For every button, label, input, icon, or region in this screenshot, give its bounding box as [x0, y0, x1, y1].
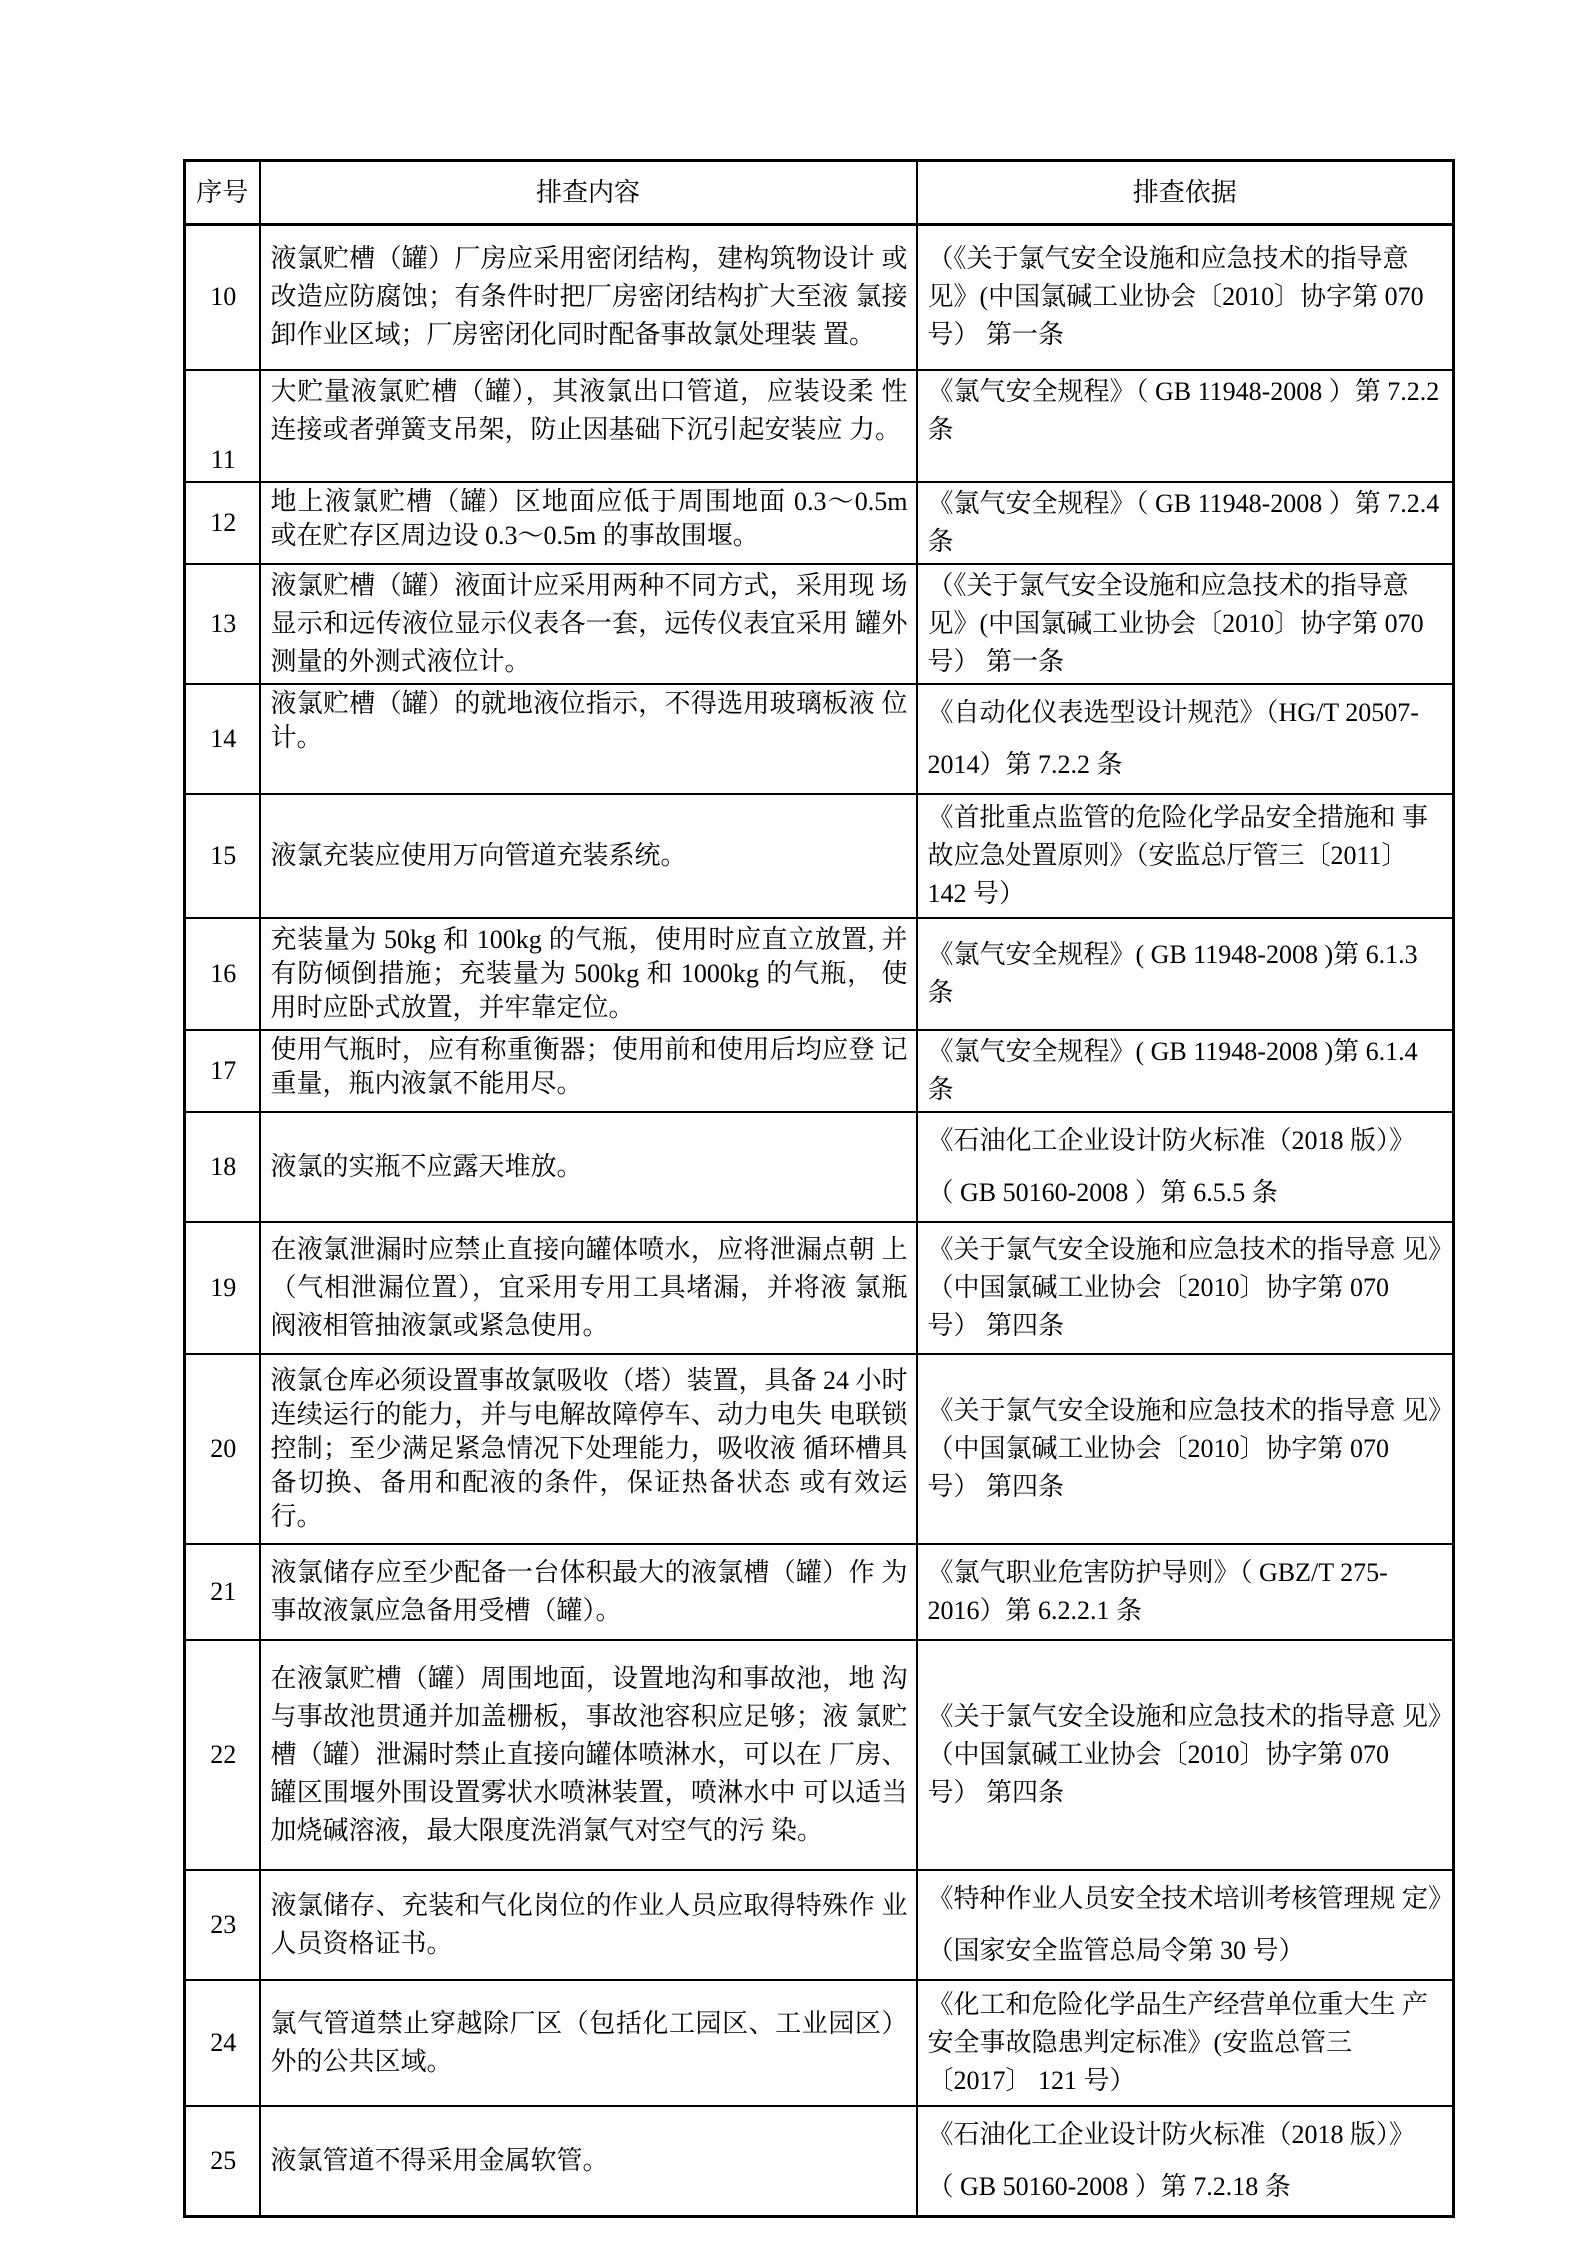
- basis-cell: 《氯气安全规程》（ GB 11948-2008 ）第 7.2.4 条: [917, 482, 1454, 564]
- basis-cell: 《特种作业人员安全技术培训考核管理规 定》（国家安全监管总局令第 30 号）: [917, 1870, 1454, 1980]
- table-row: [185, 1030, 1454, 1112]
- row-number: 13: [185, 564, 260, 684]
- table-row: [185, 564, 1454, 684]
- basis-cell: （《关于氯气安全设施和应急技术的指导意 见》(中国氯碱工业协会〔2010〕协字第 070 号） 第一条: [917, 564, 1454, 684]
- basis-cell: 《关于氯气安全设施和应急技术的指导意 见》（中国氯碱工业协会〔2010〕协字第 070 号） 第四条: [917, 1222, 1454, 1354]
- row-number: 22: [185, 1640, 260, 1870]
- content-cell: 液氯贮槽（罐）液面计应采用两种不同方式，采用现 场显示和远传液位显示仪表各一套，远传仪表宜采用 罐外测量的外测式液位计。: [260, 564, 917, 684]
- header-num: 序号: [185, 161, 260, 225]
- table-row: [185, 1112, 1454, 1222]
- row-number: 10: [185, 225, 260, 370]
- basis-cell: 《氯气职业危害防护导则》（ GBZ/T 275-2016）第 6.2.2.1 条: [917, 1544, 1454, 1640]
- table-row: [185, 482, 1454, 564]
- row-number: 12: [185, 482, 260, 564]
- basis-cell: 《自动化仪表选型设计规范》（HG/T 20507-2014）第 7.2.2 条: [917, 684, 1454, 794]
- basis-cell: 《氯气安全规程》( GB 11948-2008 )第 6.1.3 条: [917, 918, 1454, 1030]
- content-cell: 液氯储存、充装和气化岗位的作业人员应取得特殊作 业人员资格证书。: [260, 1870, 917, 1980]
- basis-cell: 《石油化工企业设计防火标准（2018 版）》 （ GB 50160-2008 ）第 7.2.18 条: [917, 2106, 1454, 2217]
- row-number: 25: [185, 2106, 260, 2217]
- content-cell: 氯气管道禁止穿越除厂区（包括化工园区、工业园区） 外的公共区域。: [260, 1980, 917, 2106]
- content-cell: 液氯仓库必须设置事故氯吸收（塔）装置，具备 24 小时连续运行的能力，并与电解故障停车、动力电失 电联锁控制；至少满足紧急情况下处理能力，吸收液 循环槽具备切换、备用和配液的条件，保证热备状态 或有效运行。: [260, 1354, 917, 1544]
- row-number: 11: [185, 370, 260, 482]
- table-row: [185, 370, 1454, 482]
- table-row: [185, 1640, 1454, 1870]
- basis-cell: 《化工和危险化学品生产经营单位重大生 产安全事故隐患判定标准》(安监总管三〔2017〕 121 号）: [917, 1980, 1454, 2106]
- inspection-table: [183, 159, 1455, 2218]
- row-number: 14: [185, 684, 260, 794]
- table-row: [185, 1354, 1454, 1544]
- content-cell: 液氯管道不得采用金属软管。: [260, 2106, 917, 2217]
- content-cell: 在液氯泄漏时应禁止直接向罐体喷水，应将泄漏点朝 上（气相泄漏位置），宜采用专用工具堵漏，并将液 氯瓶阀液相管抽液氯或紧急使用。: [260, 1222, 917, 1354]
- row-number: 24: [185, 1980, 260, 2106]
- table-row: [185, 1980, 1454, 2106]
- basis-cell: 《石油化工企业设计防火标准（2018 版）》 （ GB 50160-2008 ）第 6.5.5 条: [917, 1112, 1454, 1222]
- basis-cell: 《氯气安全规程》( GB 11948-2008 )第 6.1.4 条: [917, 1030, 1454, 1112]
- content-cell: 液氯贮槽（罐）的就地液位指示，不得选用玻璃板液 位计。: [260, 684, 917, 794]
- row-number: 19: [185, 1222, 260, 1354]
- content-cell: 充装量为 50kg 和 100kg 的气瓶，使用时应直立放置, 并有防倾倒措施；充装量为 500kg 和 1000kg 的气瓶， 使用时应卧式放置，并牢靠定位。: [260, 918, 917, 1030]
- table-row: [185, 1870, 1454, 1980]
- content-cell: 液氯的实瓶不应露天堆放。: [260, 1112, 917, 1222]
- table-row: [185, 1222, 1454, 1354]
- header-content: 排查内容: [260, 161, 917, 225]
- table-row: [185, 225, 1454, 370]
- table-row: [185, 794, 1454, 918]
- content-cell: 地上液氯贮槽（罐）区地面应低于周围地面 0.3～0.5m 或在贮存区周边设 0.3～0.5m 的事故围堰。: [260, 482, 917, 564]
- row-number: 15: [185, 794, 260, 918]
- row-number: 20: [185, 1354, 260, 1544]
- basis-cell: 《首批重点监管的危险化学品安全措施和 事故应急处置原则》（安监总厅管三〔2011〕 142 号）: [917, 794, 1454, 918]
- basis-cell: （《关于氯气安全设施和应急技术的指导意 见》(中国氯碱工业协会〔2010〕协字第 070 号） 第一条: [917, 225, 1454, 370]
- table-row: [185, 2106, 1454, 2217]
- row-number: 23: [185, 1870, 260, 1980]
- table-row: [185, 1544, 1454, 1640]
- table-row: [185, 918, 1454, 1030]
- row-number: 18: [185, 1112, 260, 1222]
- basis-cell: 《关于氯气安全设施和应急技术的指导意 见》（中国氯碱工业协会〔2010〕协字第 070 号） 第四条: [917, 1640, 1454, 1870]
- content-cell: 液氯充装应使用万向管道充装系统。: [260, 794, 917, 918]
- row-number: 17: [185, 1030, 260, 1112]
- row-number: 21: [185, 1544, 260, 1640]
- table-row: [185, 684, 1454, 794]
- header-basis: 排查依据: [917, 161, 1454, 225]
- content-cell: 使用气瓶时，应有称重衡器；使用前和使用后均应登 记重量，瓶内液氯不能用尽。: [260, 1030, 917, 1112]
- basis-cell: 《关于氯气安全设施和应急技术的指导意 见》（中国氯碱工业协会〔2010〕协字第 070 号） 第四条: [917, 1354, 1454, 1544]
- content-cell: 在液氯贮槽（罐）周围地面，设置地沟和事故池，地 沟与事故池贯通并加盖栅板，事故池容积应足够；液 氯贮槽（罐）泄漏时禁止直接向罐体喷淋水，可以在 厂房、罐区围堰外围设置雾状水喷淋装置，喷淋水中 可以适当加烧碱溶液，最大限度洗消氯气对空气的污 染。: [260, 1640, 917, 1870]
- table-header-row: [185, 161, 1454, 225]
- content-cell: 液氯贮槽（罐）厂房应采用密闭结构，建构筑物设计 或改造应防腐蚀；有条件时把厂房密闭结构扩大至液 氯接卸作业区域；厂房密闭化同时配备事故氯处理装 置。: [260, 225, 917, 370]
- content-cell: 大贮量液氯贮槽（罐），其液氯出口管道，应装设柔 性连接或者弹簧支吊架，防止因基础下沉引起安装应 力。: [260, 370, 917, 482]
- row-number: 16: [185, 918, 260, 1030]
- basis-cell: 《氯气安全规程》（ GB 11948-2008 ）第 7.2.2 条: [917, 370, 1454, 482]
- content-cell: 液氯储存应至少配备一台体积最大的液氯槽（罐）作 为事故液氯应急备用受槽（罐）。: [260, 1544, 917, 1640]
